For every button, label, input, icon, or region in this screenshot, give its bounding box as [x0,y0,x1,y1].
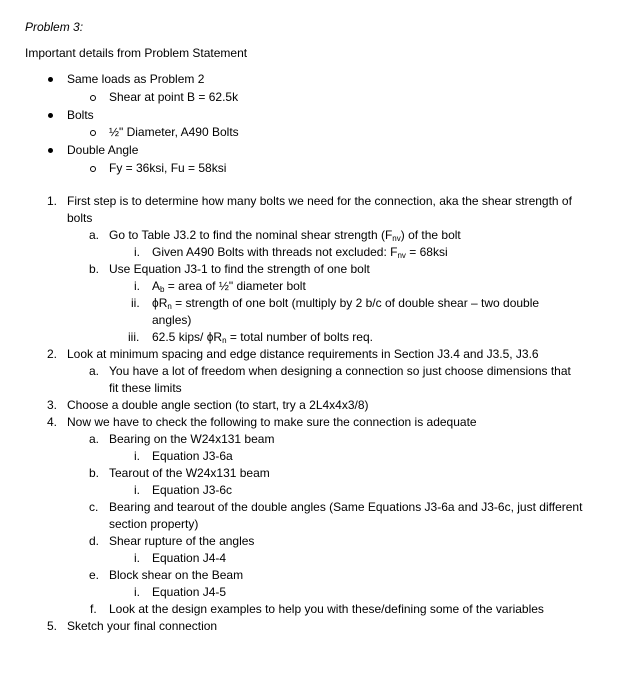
roman-marker: i. [134,279,140,293]
roman-marker: iii. [128,330,140,344]
roman-text: $A_b$ = area of ½" diameter bolt [152,279,306,294]
substep-marker: b. [89,466,100,480]
roman-marker: i. [134,483,140,497]
sub-bullet-icon [90,130,96,136]
bullet-item: Bolts [67,108,94,122]
sub-bullet-icon [90,95,96,101]
bullet-item: Same loads as Problem 2 [67,72,205,86]
substep-text: You have a lot of freedom when designing a connection so just choose dimensions that [109,364,571,378]
substep-text: Bearing and tearout of the double angles (Same Equations J3-6a and J3-6c, just different [109,500,583,514]
roman-text: Equation J4-5 [152,585,227,599]
step-text: Look at minimum spacing and edge distance requirements in Section J3.4 and J3.5, J3.6 [67,347,539,361]
roman-text: $\phi R_n$ = strength of one bolt (multiply by 2 b/c of double shear – two double [152,296,540,311]
step-number: 4. [47,415,58,429]
step-number: 1. [47,194,58,208]
substep-text: Block shear on the Beam [109,568,244,582]
bullet-icon [48,77,53,82]
step-text: Choose a double angle section (to start, try a 2L4x4x3/8) [67,398,369,412]
roman-marker: i. [134,245,140,259]
roman-marker: i. [134,551,140,565]
roman-text: Equation J3-6c [152,483,233,497]
step-text: bolts [67,211,93,225]
roman-text: Given A490 Bolts with threads not excluded: $F_{nv} = 68ksi$ [152,245,448,260]
roman-marker: i. [134,585,140,599]
substep-text: Look at the design examples to help you with these/defining some of the variables [109,602,544,616]
substep-marker: b. [89,262,100,276]
substep-text: Use Equation J3-1 to find the strength of one bolt [109,262,370,276]
substep-marker: a. [89,228,100,242]
step-number: 2. [47,347,58,361]
roman-text: angles) [152,313,192,327]
step-text: Sketch your final connection [67,619,218,633]
substep-text: Bearing on the W24x131 beam [109,432,275,446]
roman-text: Equation J3-6a [152,449,233,463]
roman-marker: ii. [131,296,140,310]
substep-text: section property) [109,517,199,531]
roman-marker: i. [134,449,140,463]
roman-text: Equation J4-4 [152,551,227,565]
page-title: Problem 3: [25,20,84,34]
sub-bullet-icon [90,166,96,172]
substep-text: Go to Table J3.2 to find the nominal shear strength $(F_{nv})$ of the bolt [109,228,461,243]
bullet-icon [48,113,53,118]
substep-text: Shear rupture of the angles [109,534,255,548]
substep-marker: c. [89,500,99,514]
roman-text: 62.5 kips/ $\phi R_n$ = total number of bolts req. [152,330,373,345]
bullet-icon [48,148,53,153]
substep-marker: a. [89,364,100,378]
substep-text: fit these limits [109,381,182,395]
section-heading: Important details from Problem Statement [25,46,248,60]
bullet-item: Double Angle [67,143,139,157]
substep-marker: e. [89,568,100,582]
sub-bullet-item: ½" Diameter, A490 Bolts [109,125,239,139]
substep-marker: f. [90,602,97,616]
substep-marker: d. [89,534,100,548]
step-text: First step is to determine how many bolts we need for the connection, aka the shear strength of [67,194,572,208]
sub-bullet-item: Fy = 36ksi, Fu = 58ksi [109,161,227,175]
step-text: Now we have to check the following to make sure the connection is adequate [67,415,477,429]
substep-text: Tearout of the W24x131 beam [109,466,270,480]
step-number: 5. [47,619,58,633]
sub-bullet-item: Shear at point B = 62.5k [109,90,239,104]
step-number: 3. [47,398,58,412]
substep-marker: a. [89,432,100,446]
